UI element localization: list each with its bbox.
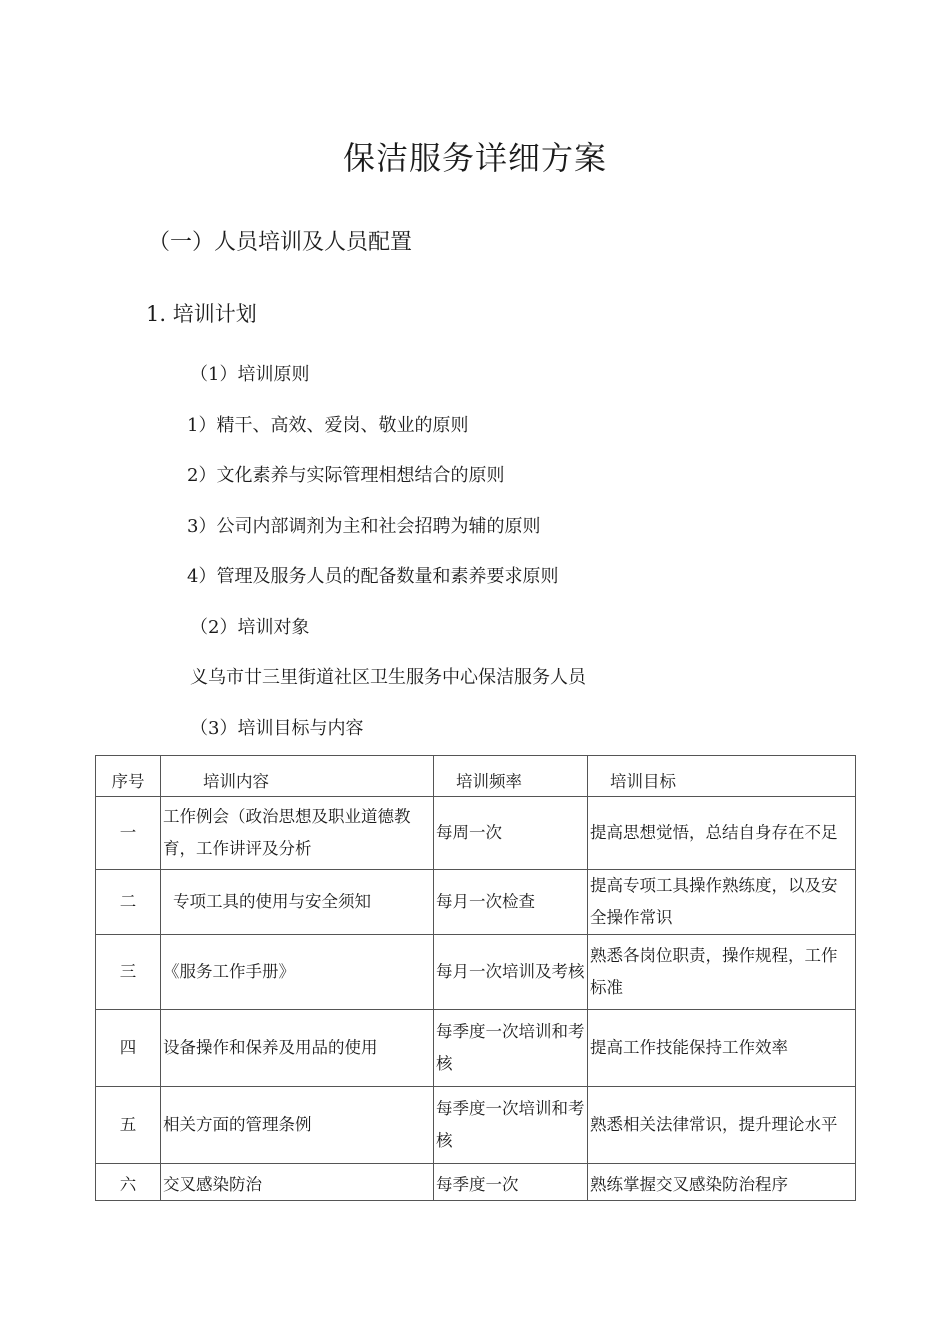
table-header-row (96, 756, 856, 797)
row-goal: 提高工作技能保持工作效率 (588, 1010, 856, 1087)
row-content: 工作例会（政治思想及职业道德教育，工作讲评及分析 (161, 797, 434, 870)
paragraph-goals-content: （3）培训目标与内容 (190, 718, 364, 739)
paragraph-target-description: 义乌市廿三里街道社区卫生服务中心保洁服务人员 (190, 667, 586, 688)
table-row (96, 1010, 856, 1087)
header-number: 序号 (96, 756, 161, 797)
row-number: 五 (96, 1087, 161, 1164)
row-frequency: 每季度一次培训和考核 (434, 1010, 588, 1087)
paragraph-principle-4: 4）管理及服务人员的配备数量和素养要求原则 (187, 566, 559, 587)
row-goal: 熟悉相关法律常识，提升理论水平 (588, 1087, 856, 1164)
row-content: 专项工具的使用与安全须知 (161, 870, 434, 935)
row-number: 一 (96, 797, 161, 870)
row-number: 三 (96, 935, 161, 1010)
header-goal: 培训目标 (588, 756, 856, 797)
row-number: 六 (96, 1164, 161, 1201)
row-number: 二 (96, 870, 161, 935)
row-frequency: 每月一次培训及考核 (434, 935, 588, 1010)
row-content: 《服务工作手册》 (161, 935, 434, 1010)
row-goal: 提高专项工具操作熟练度，以及安全操作常识 (588, 870, 856, 935)
row-frequency: 每月一次检查 (434, 870, 588, 935)
subsection-heading: 1. 培训计划 (146, 302, 257, 326)
paragraph-training-target: （2）培训对象 (190, 617, 310, 638)
table-row (96, 1087, 856, 1164)
section-heading: （一）人员培训及人员配置 (148, 230, 413, 255)
row-content: 相关方面的管理条例 (161, 1087, 434, 1164)
header-frequency: 培训频率 (434, 756, 588, 797)
header-content: 培训内容 (161, 756, 434, 797)
row-goal: 熟悉各岗位职责，操作规程，工作标准 (588, 935, 856, 1010)
paragraph-principle-2: 2）文化素养与实际管理相想结合的原则 (187, 465, 505, 486)
training-table (95, 755, 856, 1201)
table-row (96, 797, 856, 870)
row-frequency: 每季度一次 (434, 1164, 588, 1201)
table-row (96, 1164, 856, 1201)
row-content: 交叉感染防治 (161, 1164, 434, 1201)
row-number: 四 (96, 1010, 161, 1087)
paragraph-training-principles: （1）培训原则 (190, 364, 310, 385)
row-content: 设备操作和保养及用品的使用 (161, 1010, 434, 1087)
table-row (96, 870, 856, 935)
row-frequency: 每周一次 (434, 797, 588, 870)
table-row (96, 935, 856, 1010)
document-title: 保洁服务详细方案 (342, 139, 607, 177)
row-goal: 提高思想觉悟，总结自身存在不足 (588, 797, 856, 870)
paragraph-principle-3: 3）公司内部调剂为主和社会招聘为辅的原则 (187, 516, 541, 537)
paragraph-principle-1: 1）精干、高效、爱岗、敬业的原则 (187, 415, 469, 436)
row-goal: 熟练掌握交叉感染防治程序 (588, 1164, 856, 1201)
row-frequency: 每季度一次培训和考核 (434, 1087, 588, 1164)
